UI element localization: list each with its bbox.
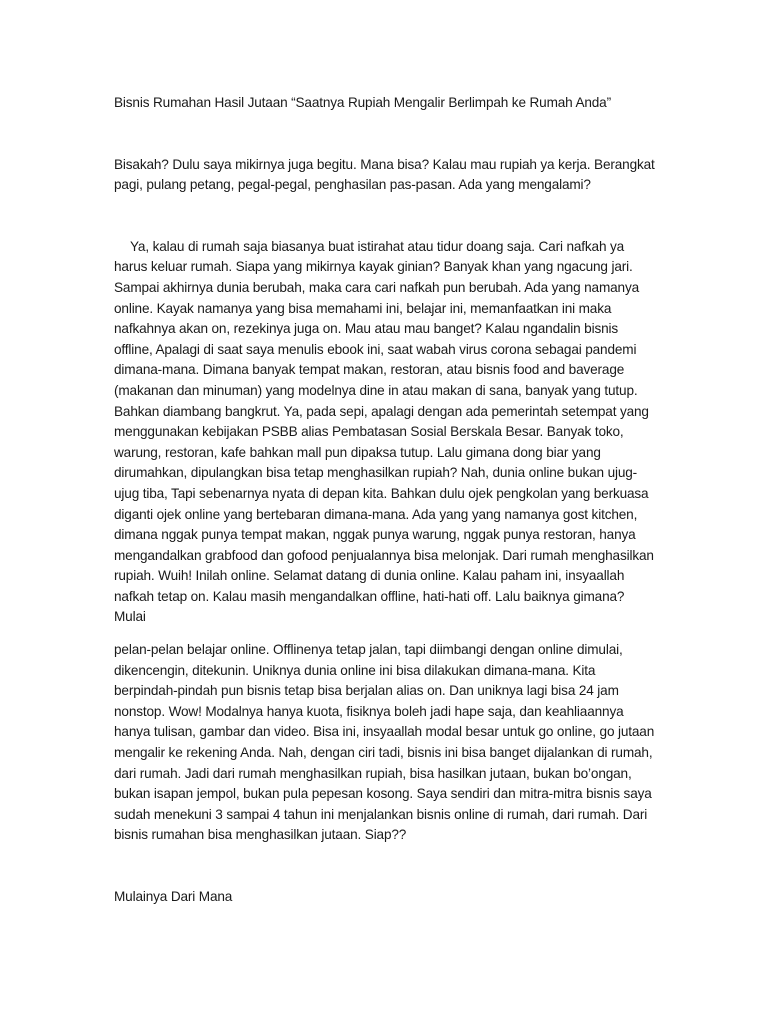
- section-heading: Mulainya Dari Mana: [114, 889, 233, 904]
- document-title: Bisnis Rumahan Hasil Jutaan “Saatnya Rupiah Mengalir Berlimpah ke Rumah Anda”: [114, 95, 611, 110]
- document-body: [114, 93, 659, 908]
- body-paragraph-1: Ya, kalau di rumah saja biasanya buat istirahat atau tidur doang saja. Cari nafkah ya harus keluar rumah. Siapa yang mikirnya kayak ginian? Banyak khan yang ngacung jari. Sampai akhirnya dunia berubah, maka cara cari nafkah pun berubah. Ada yang namanya online. Kayak namanya yang bisa memahami ini, belajar ini, memanfaatkan ini maka nafkahnya akan on, rezekinya juga on. Mau atau mau banget? Kalau ngandalin bisnis offline, Apalagi di saat saya menulis ebook ini, saat wabah virus corona sebagai pandemi dimana-mana. Dimana banyak tempat makan, restoran, atau bisnis food and baverage (makanan dan minuman) yang modelnya dine in atau makan di sana, banyak yang tutup. Bahkan diambang bangkrut. Ya, pada sepi, apalagi dengan ada pemerintah setempat yang menggunakan kebijakan PSBB alias Pembatasan Sosial Berskala Besar. Banyak toko, warung, restoran, kafe bahkan mall pun dipaksa tutup. Lalu gimana dong biar yang dirumahkan, dipulangkan bisa tetap menghasilkan rupiah? Nah, dunia online bukan ujug-ujug tiba, Tapi sebenarnya nyata di depan kita. Bahkan dulu ojek pengkolan yang berkuasa diganti ojek online yang bertebaran dimana-mana. Ada yang yang namanya gost kitchen, dimana nggak punya tempat makan, nggak punya warung, nggak punya restoran, hanya mengandalkan grabfood dan gofood penjualannya bisa melonjak. Dari rumah menghasilkan rupiah. Wuih! Inilah online. Selamat datang di dunia online. Kalau paham ini, insyaallah nafkah tetap on. Kalau masih mengandalkan offline, hati-hati off. Lalu baiknya gimana? Mulai: [114, 238, 654, 625]
- intro-paragraph: Bisakah? Dulu saya mikirnya juga begitu. Mana bisa? Kalau mau rupiah ya kerja. Berangkat pagi, pulang petang, pegal-pegal, penghasilan pas-pasan. Ada yang mengalami?: [114, 156, 655, 193]
- body-paragraph-2: pelan-pelan belajar online. Offlinenya tetap jalan, tapi diimbangi dengan online dimulai, dikencengin, ditekunin. Uniknya dunia online ini bisa dilakukan dimana-mana. Kita berpindah-pindah pun bisnis tetap bisa berjalan alias on. Dan uniknya lagi bisa 24 jam nonstop. Wow! Modalnya hanya kuota, fisiknya boleh jadi hape saja, dan keahliaannya hanya tulisan, gambar dan video. Bisa ini, insyaallah modal besar untuk go online, go jutaan mengalir ke rekening Anda. Nah, dengan ciri tadi, bisnis ini bisa banget dijalankan di rumah, dari rumah. Jadi dari rumah menghasilkan rupiah, bisa hasilkan jutaan, bukan bo’ongan, bukan isapan jempol, bukan pula pepesan kosong. Saya sendiri dan mitra-mitra bisnis saya sudah menekuni 3 sampai 4 tahun ini menjalankan bisnis online di rumah, dari rumah. Dari bisnis rumahan bisa menghasilkan jutaan. Siap??: [114, 642, 655, 843]
